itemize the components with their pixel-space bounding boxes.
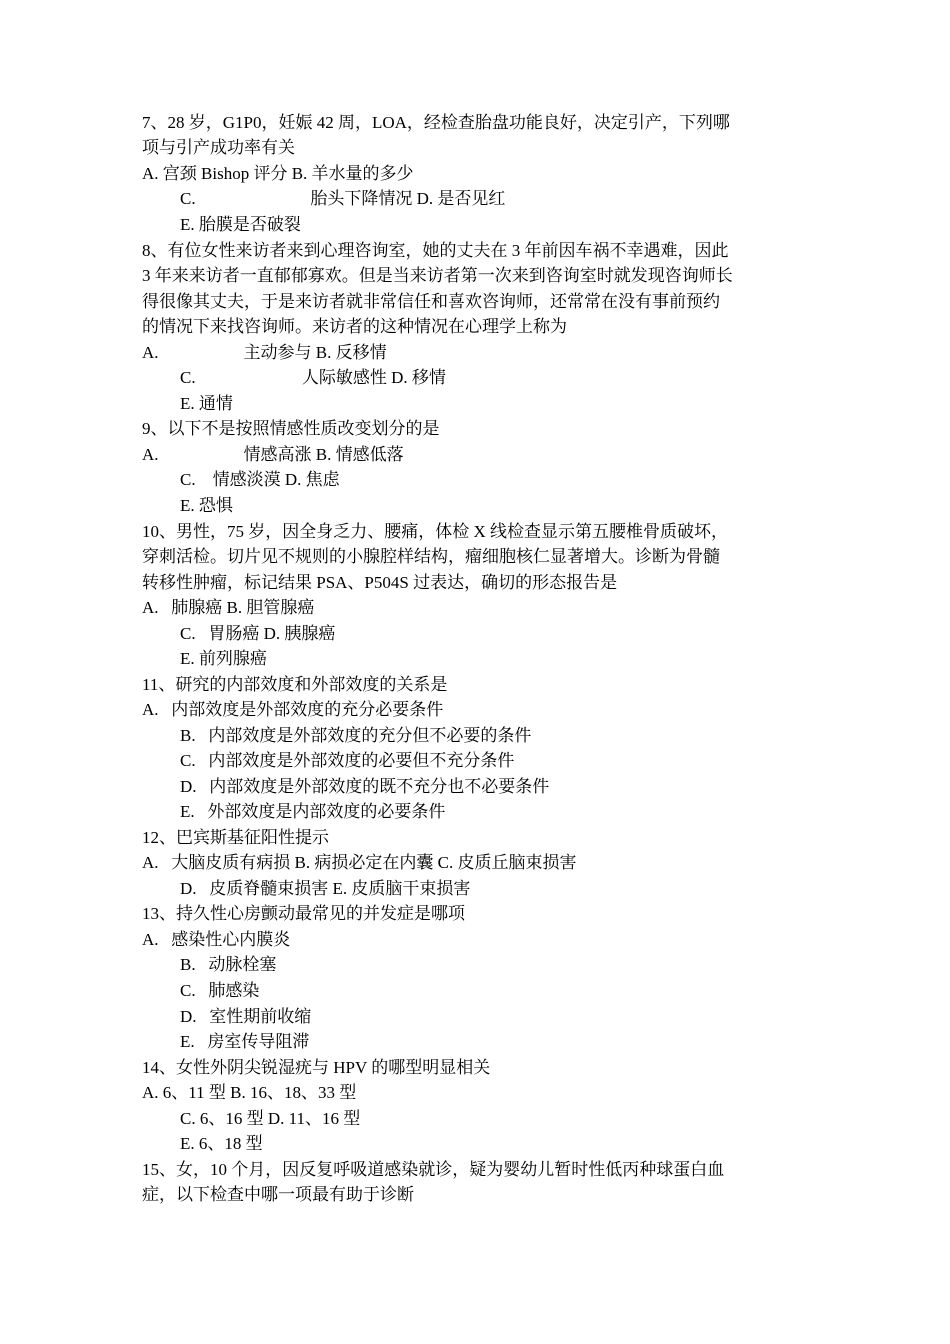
q8-options-cd: C. 人际敏感性 D. 移情 <box>180 368 446 387</box>
q15-stem-line-1: 15、女，10 个月，因反复呼吸道感染就诊，疑为婴幼儿暂时性低丙种球蛋白血 <box>142 1160 725 1179</box>
q10-options-ab: A. 肺腺癌 B. 胆管腺癌 <box>142 598 315 617</box>
q10-option-e: E. 前列腺癌 <box>180 649 267 668</box>
q12-stem: 12、巴宾斯基征阳性提示 <box>142 828 329 847</box>
q8-stem-line-1: 8、有位女性来访者来到心理咨询室，她的丈夫在 3 年前因车祸不幸遇难，因此 <box>142 241 729 260</box>
q10-stem-line-3: 转移性肿瘤，标记结果 PSA、P504S 过表达，确切的形态报告是 <box>142 573 618 592</box>
q15-stem-line-2: 症，以下检查中哪一项最有助于诊断 <box>142 1185 414 1204</box>
q9-options-ab: A. 情感高涨 B. 情感低落 <box>142 445 404 464</box>
q13-option-b: B. 动脉栓塞 <box>180 955 277 974</box>
q8-options-ab: A. 主动参与 B. 反移情 <box>142 343 387 362</box>
q13-option-a: A. 感染性心内膜炎 <box>142 930 291 949</box>
q7-stem-line-1: 7、28 岁，G1P0，妊娠 42 周，LOA，经检查胎盘功能良好，决定引产，下列哪 <box>142 113 730 132</box>
q10-stem-line-1: 10、男性，75 岁，因全身乏力、腰痛，体检 X 线检查显示第五腰椎骨质破坏， <box>142 522 729 541</box>
q11-stem: 11、研究的内部效度和外部效度的关系是 <box>142 675 448 694</box>
q9-stem: 9、以下不是按照情感性质改变划分的是 <box>142 419 440 438</box>
q9-options-cd: C. 情感淡漠 D. 焦虑 <box>180 470 340 489</box>
q8-stem-line-4: 的情况下来找咨询师。来访者的这种情况在心理学上称为 <box>142 317 567 336</box>
q14-stem: 14、女性外阴尖锐湿疣与 HPV 的哪型明显相关 <box>142 1058 491 1077</box>
q10-stem-line-2: 穿刺活检。切片见不规则的小腺腔样结构，瘤细胞核仁显著增大。诊断为骨髓 <box>142 547 720 566</box>
q12-options-de: D. 皮质脊髓束损害 E. 皮质脑干束损害 <box>180 879 471 898</box>
q13-option-e: E. 房室传导阻滞 <box>180 1032 310 1051</box>
q13-stem: 13、持久性心房颤动最常见的并发症是哪项 <box>142 904 465 923</box>
q13-option-c: C. 肺感染 <box>180 981 260 1000</box>
q12-options-abc: A. 大脑皮质有病损 B. 病损必定在内囊 C. 皮质丘脑束损害 <box>142 853 577 872</box>
q11-option-e: E. 外部效度是内部效度的必要条件 <box>180 802 446 821</box>
q14-options-cd: C. 6、16 型 D. 11、16 型 <box>180 1109 361 1128</box>
q9-option-e: E. 恐惧 <box>180 496 233 515</box>
q7-options-cd: C. 胎头下降情况 D. 是否见红 <box>180 189 506 208</box>
q8-stem-line-2: 3 年来来访者一直郁郁寡欢。但是当来访者第一次来到咨询室时就发现咨询师长 <box>142 266 733 285</box>
q14-options-ab: A. 6、11 型 B. 16、18、33 型 <box>142 1083 357 1102</box>
q11-option-a: A. 内部效度是外部效度的充分必要条件 <box>142 700 444 719</box>
q11-option-d: D. 内部效度是外部效度的既不充分也不必要条件 <box>180 777 550 796</box>
q11-option-b: B. 内部效度是外部效度的充分但不必要的条件 <box>180 726 532 745</box>
q10-options-cd: C. 胃肠癌 D. 胰腺癌 <box>180 624 336 643</box>
q8-option-e: E. 通情 <box>180 394 233 413</box>
q7-options-ab: A. 宫颈 Bishop 评分 B. 羊水量的多少 <box>142 164 414 183</box>
q11-option-c: C. 内部效度是外部效度的必要但不充分条件 <box>180 751 515 770</box>
q7-stem-line-2: 项与引产成功率有关 <box>142 138 295 157</box>
q13-option-d: D. 室性期前收缩 <box>180 1007 312 1026</box>
q7-option-e: E. 胎膜是否破裂 <box>180 215 301 234</box>
q14-option-e: E. 6、18 型 <box>180 1134 263 1153</box>
q8-stem-line-3: 得很像其丈夫，于是来访者就非常信任和喜欢咨询师，还常常在没有事前预约 <box>142 292 720 311</box>
